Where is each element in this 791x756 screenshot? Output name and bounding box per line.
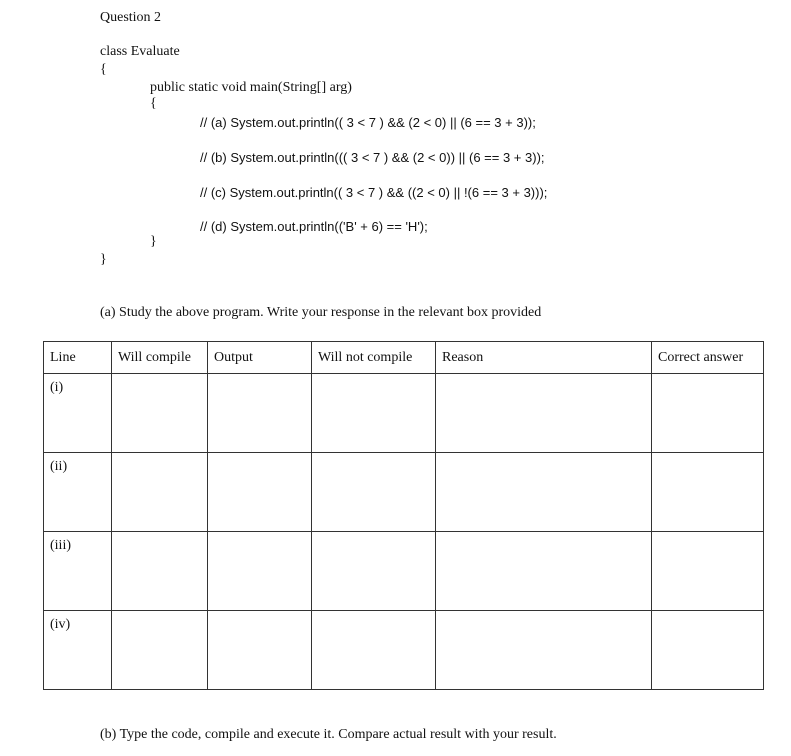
cell-will-not-compile[interactable] bbox=[312, 611, 436, 690]
cell-will-compile[interactable] bbox=[112, 374, 208, 453]
cell-correct-answer[interactable] bbox=[652, 453, 764, 532]
cell-will-compile[interactable] bbox=[112, 611, 208, 690]
header-will-compile: Will compile bbox=[112, 342, 208, 374]
cell-reason[interactable] bbox=[436, 453, 652, 532]
cell-will-compile[interactable] bbox=[112, 453, 208, 532]
response-table bbox=[43, 341, 764, 690]
method-open-brace: { bbox=[150, 96, 157, 111]
cell-output[interactable] bbox=[208, 453, 312, 532]
cell-will-not-compile[interactable] bbox=[312, 453, 436, 532]
cell-reason[interactable] bbox=[436, 374, 652, 453]
cell-correct-answer[interactable] bbox=[652, 532, 764, 611]
cell-correct-answer[interactable] bbox=[652, 611, 764, 690]
cell-output[interactable] bbox=[208, 611, 312, 690]
code-line-a: // (a) System.out.println(( 3 < 7 ) && (2 < 0) || (6 == 3 + 3)); bbox=[200, 115, 536, 130]
cell-will-not-compile[interactable] bbox=[312, 374, 436, 453]
class-open-brace: { bbox=[100, 62, 107, 77]
cell-reason[interactable] bbox=[436, 532, 652, 611]
code-line-d: // (d) System.out.println(('B' + 6) == 'H'); bbox=[200, 219, 428, 234]
question-heading: Question 2 bbox=[100, 10, 162, 25]
header-output: Output bbox=[208, 342, 312, 374]
code-line-c: // (c) System.out.println(( 3 < 7 ) && ((2 < 0) || !(6 == 3 + 3))); bbox=[200, 185, 548, 200]
part-b-instruction: (b) Type the code, compile and execute it. Compare actual result with your result. bbox=[100, 727, 557, 742]
header-correct-answer: Correct answer bbox=[652, 342, 764, 374]
cell-output[interactable] bbox=[208, 374, 312, 453]
class-declaration: class Evaluate bbox=[100, 44, 180, 59]
table-header-row bbox=[44, 342, 764, 374]
row-label: (ii) bbox=[44, 453, 112, 532]
cell-will-not-compile[interactable] bbox=[312, 532, 436, 611]
cell-will-compile[interactable] bbox=[112, 532, 208, 611]
method-close-brace: } bbox=[150, 234, 157, 249]
part-a-instruction: (a) Study the above program. Write your response in the relevant box provided bbox=[100, 305, 542, 320]
row-label: (i) bbox=[44, 374, 112, 453]
cell-output[interactable] bbox=[208, 532, 312, 611]
table-row bbox=[44, 374, 764, 453]
header-line: Line bbox=[44, 342, 112, 374]
table-row bbox=[44, 453, 764, 532]
class-close-brace: } bbox=[100, 252, 107, 267]
cell-correct-answer[interactable] bbox=[652, 374, 764, 453]
row-label: (iii) bbox=[44, 532, 112, 611]
code-line-b: // (b) System.out.println((( 3 < 7 ) && (2 < 0)) || (6 == 3 + 3)); bbox=[200, 150, 545, 165]
cell-reason[interactable] bbox=[436, 611, 652, 690]
table-row bbox=[44, 611, 764, 690]
table-row bbox=[44, 532, 764, 611]
method-declaration: public static void main(String[] arg) bbox=[150, 80, 352, 95]
row-label: (iv) bbox=[44, 611, 112, 690]
header-will-not-compile: Will not compile bbox=[312, 342, 436, 374]
header-reason: Reason bbox=[436, 342, 652, 374]
